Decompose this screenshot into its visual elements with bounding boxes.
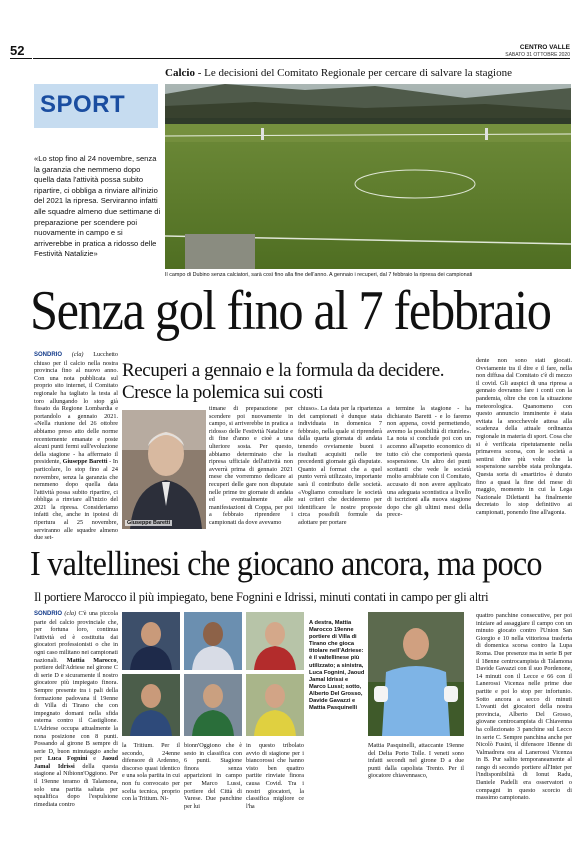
story2-col1-name: Mattia Marocco: [66, 656, 117, 664]
player-silhouette-5: [184, 674, 242, 736]
player-silhouette-2: [184, 612, 242, 670]
story2-byline: (cla): [64, 610, 77, 617]
story2-body-col1: [34, 610, 118, 832]
story1-body-col2: timane di preparazione per scendere poi nuovamente in campo, si arriverebbe in pratica a ridosso delle Festività Natalizie e di fine d'anno e cioè a una ulteriore sosta. Per questo, abbiamo determinato che la ripresa ufficiale dell'attività non avverrà prima di gennaio 2021 mese che vorremmo dedicare ai recuperi delle gare non disputate nelle prime tre giornate di andata ed eventualmente alle manifestazioni di Coppa, per poi a febbraio riprendere i campionati da dove avevamo: [209, 405, 293, 526]
issue-date: SABATO 31 OTTOBRE 2020: [505, 52, 570, 58]
player-photo-pasquinelli-small: [246, 674, 304, 736]
player-photo-fognini: [122, 612, 180, 670]
story2-body-col5: [368, 742, 464, 832]
story2-col1-text-b: , portiere dell'Adriese nel girone C di serie D e sicuramente il nostro giocatore più impiegato finora. Sempre presente tra i pali della formazione padovana il 19enne di Villa di Tirano che con impegnato domani nella sfida esterna contro il Castiglione. L'Adriese occupa attualmente la nona posizione con 8 punti. Possando al girone B sempre di serie D, buon minutaggio anche per: [34, 656, 118, 763]
main-photo-caption: Il campo di Dubino senza calciatori, sarà così fino alla fine dell'anno. A gennaio i recuperi, dal 7 febbraio la ripresa dei campionati: [165, 272, 473, 278]
portrait-illustration: [122, 410, 206, 529]
story2-col1-text-c: e: [87, 755, 102, 763]
story2-subheadline: Il portiere Marocco il più impiegato, bene Fognini e Idrissi, minuti contati in campo per gli altri: [34, 590, 489, 604]
story1-subheadline: Recuperi a gennaio e la formula da decidere. Cresce la polemica sui costi: [122, 360, 445, 403]
story1-dateline: SONDRIO: [34, 352, 63, 358]
story1-headline: Senza gol fino al 7 febbraio: [30, 280, 551, 342]
player-photo-lussi: [246, 612, 304, 670]
story2-body-col3: bionn'Oggiono che è sesto in classifica con 6 punti. Stagione finora senza apparizioni in campo per Marco Lussi, portiere del Città di Varese. Due panchine per lui: [184, 742, 242, 810]
pull-quote: «Lo stop fino al 24 novembre, senza la garanzia che nemmeno dopo quella data l'attività possa subito ripartire, ci obbliga a rinviare all'inizio del 2021 la ripresa. Serviranno infatti alle squadre almeno due settimane di preparazione per scendere poi nuovamente in campo e si arriverebbe in pratica a ridosso delle Festività Natalizie»: [34, 154, 161, 259]
story2-dateline: SONDRIO: [34, 611, 63, 617]
player-silhouette-6: [246, 674, 304, 736]
story2-photo-caption: A destra, Mattia Marocco 19enne portiere di Villa di Tirano che gioca titolare nell'Adriese: è il valtellinese più utilizzato; a sinistra, Luca Fognini, Jaoud Jamal Idrissi e Marco Lussi; sotto, Alberto Del Grosso, Davide Gavazzi e Mattia Pasquinelli: [309, 620, 365, 712]
story2-col1-text-a: C'è una piccola parte del calcio provinciale che, per fortuna loro, continua l'attività ed è costituita dai giocatori professionisti o che in ogni caso militano nei campionati nazionali.: [34, 610, 118, 664]
header-rule: [33, 58, 570, 59]
story2-col1-text-d: della questa stagione al Nibionn'Oggiono. Per il 19enne teramo di Talamona, solo una partita saltata per squalifica dopo l'espulsione rimediata contro: [34, 762, 118, 808]
player-silhouette-4: [122, 674, 180, 736]
story2-col1-name2: Luca Fognini: [47, 755, 88, 763]
story1-body-col1: [34, 351, 118, 542]
header-rule-left: [10, 58, 32, 59]
story1-body-col3: chiuso». La data per la ripartenza dei campionati è dunque stata individuata in domenica 7 febbraio, nella quale si riprenderà dalla quarta giornata di andata tenendo ovviamente buoni i risultati acquisiti nelle tre precedenti giornate già disputate. Quanto al format che a quel punto verrà utilizzato, importante sarà il contributo delle società. «Vogliamo consultare le società sui criteri che decideremo per identificare le nostre proposte circa possibili formule da adottare per portare: [298, 405, 382, 526]
portrait-caption: Giuseppe Baretti: [127, 519, 171, 526]
story1-kicker-line: [165, 67, 575, 80]
player-silhouette-1: [122, 612, 180, 670]
player-silhouette-3: [246, 612, 304, 670]
goalkeeper-illustration: [368, 612, 464, 736]
player-photo-idrissi: [184, 612, 242, 670]
story1-col1-text-a: Lucchetto chiuso per il calcio nella nostra provincia fino al nuovo anno. Con una nota pubblicata sul proprio sito internet, il Comitato regionale ha tagliato la testa al toro allungando lo stop già fissato da Regione Lombardia e portandolo a gennaio 2021. «Nella riunione del 26 ottobre abbiamo preso atto delle norme recentemente emanate e poste alcuni punti fermi sull'evoluzione della stagione - ha affermato il presidente,: [34, 351, 118, 466]
page-number: 52: [10, 43, 25, 58]
player-photo-marocco: [368, 612, 464, 736]
story1-col1-text-b: - In particolare, lo stop fino al 24 novembre, senza la garanzia che nemmeno dopo quella data l'attività possa subito ripartire, ci obbliga a rinviare all'inizio del 2021 la ripresa. Consideriamo infatti che, anche in ipotesi di ripertura al 25 novembre, serviranno alle squadre almeno due set-: [34, 458, 118, 542]
football-field-photo: [165, 84, 571, 269]
section-label: SPORT: [40, 91, 126, 118]
story2-col1-name3: Jaoud Jamal Idrissi: [34, 755, 119, 770]
baretti-portrait: [122, 410, 206, 529]
player-photo-gavazzi: [184, 674, 242, 736]
story1-byline: (cla): [71, 351, 84, 358]
story2-headline: I valtellinesi che giocano ancora, ma poco: [30, 544, 542, 583]
football-field-illustration: [165, 84, 571, 269]
story2-body-col4: in questo tribolato avvio di stagione per i biancorossi che hanno visto ben quattro partite rinviate finora causa Covid. Tra i nostri giocatori, la classifica migliore ce l'ha: [246, 742, 304, 810]
player-photo-del-grosso: [122, 674, 180, 736]
story1-kicker: Calcio: [165, 67, 195, 79]
story2-body-col2: la Tritium. Per il secondo, 24enne difensore di Ardenno, discorso quasi identico e una sola partita in cui non fu convocato per scelta tecnica, proprio con la Tritium. Ni-: [122, 742, 180, 803]
story1-col1-name: Giuseppe Baretti: [62, 458, 108, 466]
publication-name: CENTRO VALLE: [519, 44, 570, 51]
story2-col5-text: Mattia Pasquinelli, attaccante 19enne del Delta Porto Tolle. I veneti sono infatti secondi nel girone D a due punti dalla capolista Trento. Per il giocatore chiavennasco,: [368, 742, 464, 780]
story1-subhead: - Le decisioni del Comitato Regionale per cercare di salvare la stagione: [194, 67, 512, 79]
story1-body-col5: dente non sono stati giocati. Ovviamente tra il dire e il fare, nella non diffusa dal Comitato c'è di mezzo il covid. Gli auspici di una ripresa a gennaio dovranno fare i conti con la pandemia, oltre che con la situazione meteorologica. Quanomeno con questo annuncio imminente è stata evitata la snocchevole attesa alla scadenza della attuale ordinanza regionale in materia di sport. Cosa che si è verificata ripetutamente nella primavera scorsa, con le società a sentirsi dire più volte che la sospensione sarebbe stata prolungata. Questa sorta di «martirio» è durato fino a quasi la fine del mese di maggio, momento in cui la Lega Nazionale Dilettanti ha finalmente decretato lo stop definitivo ai campionati, ponendo fine all'agonia.: [476, 357, 572, 516]
story1-body-col4: a termine la stagione - ha dichiarato Baretti - e lo faremo non appena, covid permettendo, avremo la possibilità di riunirle». La nota si conclude poi con un accenno all'aspetto economico di tutto ciò che comporterà questa sospensione. Un altro dei punti scottanti che vede le società molto arrabbiate con il Comitato, accusato di non avere applicato una adeguata scontistica a livello di iscrizioni alla nuova stagione dopo che gli ultimi mesi della prece-: [387, 405, 471, 519]
story2-body-col6: quattro panchine consecutive, per poi iniziare ad assaggiare il campo con un minuto giocato contro l'Union San Giorgio e 10 nella vittoriosa trasferta di domenica scorsa contro la Lupa Roma. Due presenze ma in serie B per il 18enne centrocampista di Talamona Davide Gavazzi con il suo Pordenone, 14 minuti con il Lecce e 66 con il Lanerossi Vicenza nelle prime due partite e poi lo stop per infortunio. Sotto ancora a secco di minuti L'ovanti dei giocatori della nostra provincia, Alberto Del Grosso, giovane centrocampista di Chiavenna ha collezionato 3 panchine sul Lecco in serie C. Sempre panchina anche per Nicolò Fusini, il difensore 18enne di Valmadrera ora al Lanerossi Vicenza in B. Pur salito temporaneamente al rango di secondo portiere all'Inter per l'indisponibilità di Ionut Radu, Daniele Padelli era osservatori o compagni in questo scorcio di massimo campionato.: [476, 612, 572, 802]
